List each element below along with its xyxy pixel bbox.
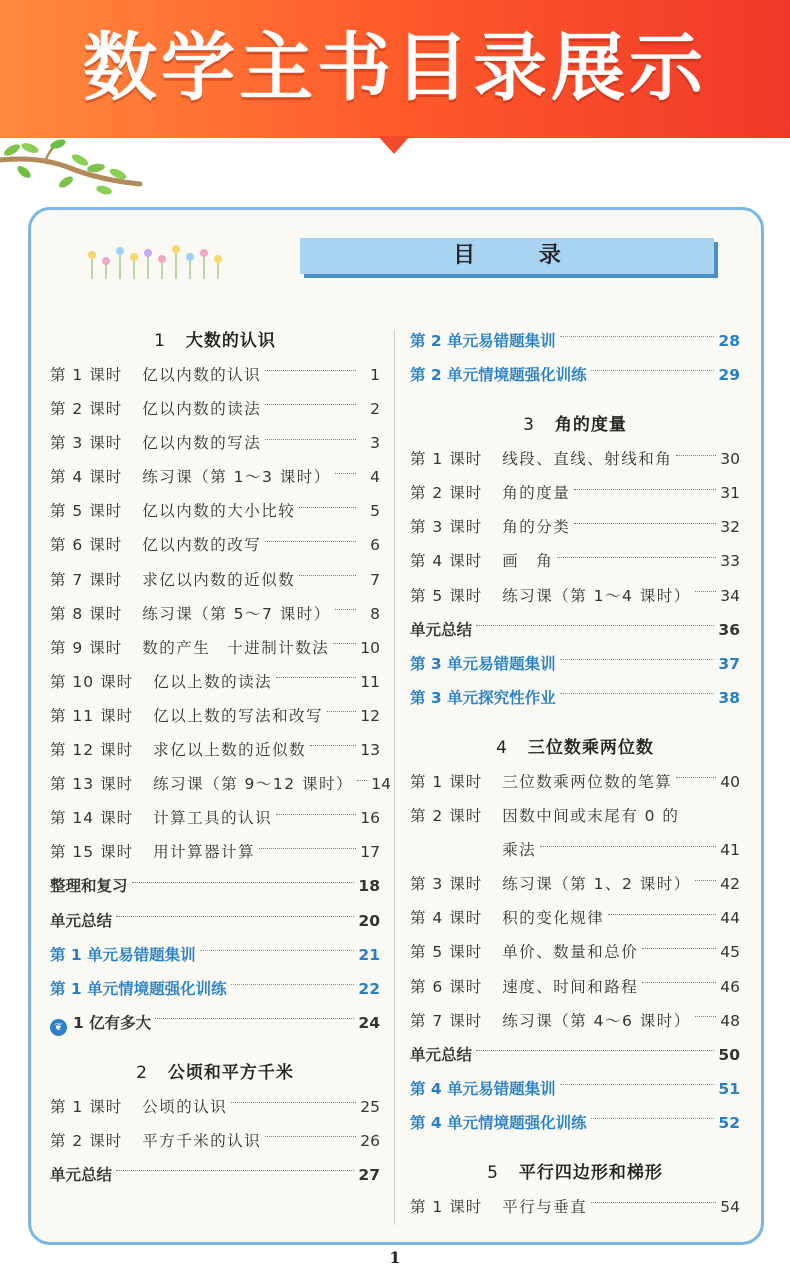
- toc-entry[interactable]: [50, 869, 380, 903]
- page-ref: 20: [358, 911, 380, 930]
- page-ref: 29: [718, 366, 740, 385]
- toc-entry[interactable]: [410, 510, 740, 544]
- dot-leader: [560, 647, 715, 660]
- lesson-topic: 画 角: [502, 552, 554, 571]
- page-ref: 52: [718, 1113, 740, 1132]
- toc-entry[interactable]: [50, 1158, 380, 1192]
- lesson-topic: 数的产生 十进制计数法: [142, 638, 330, 657]
- toc-entry[interactable]: [50, 699, 380, 733]
- column-divider: [394, 330, 395, 1225]
- lesson-number: 第 1 课时: [410, 1197, 483, 1216]
- lesson-number: 第 1 课时: [50, 366, 123, 384]
- lesson-number: 第 5 课时: [410, 943, 483, 962]
- lesson-number: 第 12 课时: [50, 741, 134, 760]
- dot-leader: [276, 801, 356, 814]
- entry-title: 单元总结: [410, 620, 473, 639]
- toc-entry[interactable]: [410, 544, 740, 578]
- toc-entry[interactable]: [50, 563, 380, 597]
- lesson-number: 第 2 课时: [410, 484, 483, 503]
- entry-title: 单元总结: [50, 1166, 113, 1185]
- dot-leader: [310, 733, 356, 746]
- dot-leader: [299, 563, 356, 576]
- toc-entry[interactable]: [410, 833, 740, 867]
- section-spacer: [410, 392, 740, 408]
- toc-entry[interactable]: [50, 460, 380, 494]
- toc-entry[interactable]: [50, 665, 380, 699]
- dot-leader: [116, 904, 354, 917]
- flowers-decoration-icon: [84, 243, 234, 283]
- dot-leader: [231, 1090, 356, 1103]
- unit-title: 公顷和平方千米: [167, 1062, 294, 1083]
- lesson-topic: 角的分类: [502, 518, 571, 537]
- page-ref: 44: [720, 909, 740, 928]
- page-ref: 27: [358, 1166, 380, 1185]
- entry-title: 单元总结: [50, 911, 113, 930]
- entry-title: 第 1 单元情境题强化训练: [50, 979, 227, 998]
- page-ref: 14: [371, 775, 392, 794]
- dot-leader: [642, 935, 716, 948]
- lesson-topic: 亿以内数的写法: [142, 434, 262, 453]
- page-ref: 54: [720, 1197, 740, 1216]
- toc-entry[interactable]: [50, 1090, 380, 1124]
- entry-title: 第 4 单元情境题强化训练: [410, 1113, 587, 1132]
- page-ref: 4: [370, 468, 380, 487]
- lesson-number: 第 15 课时: [50, 843, 134, 862]
- dot-leader: [333, 631, 356, 644]
- page-ref: 16: [360, 809, 380, 828]
- page-ref: 28: [718, 332, 740, 350]
- lesson-number: 第 7 课时: [410, 1011, 483, 1030]
- dot-leader: [695, 1004, 716, 1017]
- page-ref: 38: [718, 688, 740, 707]
- page-ref: 45: [720, 943, 740, 962]
- dot-leader: [560, 681, 715, 694]
- page-ref: 24: [358, 1013, 380, 1032]
- lesson-topic: 求亿以内数的近似数: [142, 570, 296, 589]
- dot-leader: [265, 528, 356, 541]
- branch-decoration-icon: [0, 138, 150, 208]
- dot-leader: [642, 970, 716, 983]
- unit-number: 5: [487, 1162, 499, 1183]
- lesson-number: 第 13 课时: [50, 775, 134, 794]
- page-number: 1: [389, 1248, 401, 1267]
- entry-title: 第 1 单元易错题集训: [50, 945, 196, 964]
- section-spacer: [410, 715, 740, 731]
- section-spacer: [50, 1040, 380, 1056]
- toc-entry[interactable]: [50, 801, 380, 835]
- lesson-topic: 亿以上数的读法: [153, 672, 273, 691]
- dot-leader: [476, 613, 714, 626]
- lesson-topic: 用计算器计算: [153, 843, 256, 862]
- toc-entry[interactable]: [50, 392, 380, 426]
- toc-entry[interactable]: [50, 597, 380, 631]
- lesson-topic: 亿以内数的大小比较: [142, 502, 296, 521]
- lesson-number: 第 2 课时: [50, 400, 123, 419]
- lesson-topic: 练习课（第 4～6 课时）: [502, 1011, 691, 1030]
- toc-entry[interactable]: [410, 681, 740, 715]
- lesson-topic: 三位数乘两位数的笔算: [502, 772, 673, 791]
- lesson-topic: 因数中间或末尾有 0 的: [502, 807, 680, 826]
- lesson-number: 第 4 课时: [50, 468, 123, 487]
- page-ref: 48: [720, 1011, 740, 1030]
- page-ref: 5: [370, 502, 380, 521]
- dot-leader: [357, 767, 367, 780]
- lesson-topic: 平行与垂直: [502, 1197, 588, 1216]
- dot-leader: [676, 765, 716, 778]
- toc-entry[interactable]: [410, 647, 740, 681]
- lesson-number: 第 4 课时: [410, 552, 483, 571]
- page-ref: 6: [370, 536, 380, 555]
- dot-leader: [335, 597, 356, 610]
- toc-entry[interactable]: [50, 767, 392, 801]
- section-spacer: [410, 1140, 740, 1156]
- lesson-topic: 亿以上数的写法和改写: [153, 706, 324, 725]
- page-ref: 36: [718, 620, 740, 639]
- page-ref: 22: [358, 979, 380, 998]
- dot-leader: [259, 835, 356, 848]
- lesson-topic: 单价、数量和总价: [502, 943, 639, 962]
- toc-entry[interactable]: [410, 799, 740, 833]
- lesson-topic: 亿以内数的认识: [142, 366, 262, 384]
- lesson-topic: 求亿以上数的近似数: [153, 741, 307, 760]
- lesson-topic: 平方千米的认识: [142, 1131, 262, 1150]
- dot-leader: [116, 1158, 354, 1171]
- page-ref: 51: [718, 1079, 740, 1098]
- toc-entry[interactable]: [410, 1038, 740, 1072]
- page-ref: 40: [720, 772, 740, 791]
- lesson-number: 第 5 课时: [50, 502, 123, 521]
- unit-title: 角的度量: [554, 415, 627, 436]
- lesson-topic: 练习课（第 1、2 课时）: [502, 875, 691, 894]
- page-ref: 13: [360, 741, 380, 760]
- dot-leader: [265, 358, 356, 371]
- entry-title: 第 2 单元易错题集训: [410, 332, 556, 350]
- lesson-topic: 亿以内数的改写: [142, 536, 262, 555]
- leaf-badge-icon: ❦: [50, 1019, 67, 1036]
- entry-title: 第 2 单元情境题强化训练: [410, 366, 587, 385]
- page-ref: 21: [358, 945, 380, 964]
- dot-leader: [560, 324, 715, 337]
- dot-leader: [560, 1072, 715, 1085]
- entry-title: 第 4 单元易错题集训: [410, 1079, 556, 1098]
- toc-entry[interactable]: [410, 1004, 740, 1038]
- toc-entry[interactable]: [50, 631, 380, 665]
- toc-entry[interactable]: [50, 358, 380, 392]
- page-ref: 30: [720, 450, 740, 469]
- toc-entry[interactable]: [410, 1190, 740, 1224]
- dot-leader: [335, 460, 356, 473]
- toc-entry[interactable]: [50, 938, 380, 972]
- dot-leader: [574, 510, 716, 523]
- page-ref: 50: [718, 1045, 740, 1064]
- unit-heading: [410, 731, 740, 765]
- entry-title: 整理和复习: [50, 877, 128, 896]
- toc-entry[interactable]: [50, 1006, 380, 1040]
- page-ref: 32: [720, 518, 740, 537]
- lesson-topic: 速度、时间和路程: [502, 977, 639, 996]
- toc-entry[interactable]: [50, 733, 380, 767]
- page-ref: 41: [720, 841, 740, 860]
- lesson-number: 第 3 课时: [50, 434, 123, 453]
- page-ref: 10: [360, 638, 380, 657]
- toc-entry[interactable]: [410, 1106, 740, 1140]
- toc-entry[interactable]: [410, 442, 740, 476]
- toc-entry[interactable]: [410, 476, 740, 510]
- lesson-number: 第 6 课时: [410, 977, 483, 996]
- page-ref: 42: [720, 875, 740, 894]
- lesson-topic: 积的变化规律: [502, 909, 605, 928]
- page-ref: 17: [360, 843, 380, 862]
- page-ref: 7: [370, 570, 380, 589]
- page-ref: 11: [360, 672, 380, 691]
- unit-heading: [50, 324, 380, 358]
- unit-number: 2: [136, 1062, 148, 1083]
- page-ref: 31: [720, 484, 740, 503]
- lesson-topic: 练习课（第 1～4 课时）: [502, 586, 691, 605]
- lesson-topic: 亿以内数的读法: [142, 400, 262, 419]
- toc-entry[interactable]: [410, 765, 740, 799]
- dot-leader: [695, 579, 716, 592]
- toc-entry[interactable]: [410, 901, 740, 935]
- lesson-number: 第 3 课时: [410, 875, 483, 894]
- lesson-number: 第 2 课时: [50, 1131, 123, 1150]
- toc-entry[interactable]: [50, 528, 380, 562]
- toc-entry[interactable]: [410, 613, 740, 647]
- page-ref: 8: [370, 604, 380, 623]
- lesson-number: 第 7 课时: [50, 570, 123, 589]
- page-ref: 33: [720, 552, 740, 571]
- unit-title: 平行四边形和梯形: [518, 1162, 663, 1183]
- dot-leader: [265, 392, 356, 405]
- dot-leader: [265, 426, 356, 439]
- lesson-topic: 计算工具的认识: [153, 809, 273, 828]
- entry-title: 单元总结: [410, 1045, 473, 1064]
- unit-title: 三位数乘两位数: [527, 737, 654, 758]
- lesson-number: 第 6 课时: [50, 536, 123, 555]
- dot-leader: [265, 1124, 356, 1137]
- dot-leader: [557, 544, 716, 557]
- lesson-number: 第 14 课时: [50, 809, 134, 828]
- page-ref: 1: [370, 366, 380, 384]
- dot-leader: [676, 442, 716, 455]
- toc-entry[interactable]: [50, 904, 380, 938]
- banner-pointer: [378, 136, 410, 154]
- dot-leader: [327, 699, 356, 712]
- lesson-number: 第 8 课时: [50, 604, 123, 623]
- page-ref: 25: [360, 1097, 380, 1116]
- lesson-topic: 线段、直线、射线和角: [502, 450, 673, 469]
- toc-entry[interactable]: [410, 579, 740, 613]
- lesson-number: 第 4 课时: [410, 909, 483, 928]
- entry-title: 第 3 单元探究性作业: [410, 688, 556, 707]
- banner-title: 数学主书目录展示: [83, 25, 707, 111]
- dot-leader: [591, 358, 715, 371]
- dot-leader: [200, 938, 355, 951]
- lesson-number: 第 1 课时: [50, 1097, 123, 1116]
- dot-leader: [476, 1038, 714, 1051]
- dot-leader: [276, 665, 356, 678]
- toc-entry[interactable]: [50, 426, 380, 460]
- unit-number: 1: [154, 331, 166, 351]
- lesson-topic: 角的度量: [502, 484, 571, 503]
- entry-title: 第 3 单元易错题集训: [410, 654, 556, 673]
- toc-right-column: [410, 324, 740, 1224]
- dot-leader: [591, 1190, 716, 1203]
- dot-leader: [608, 901, 716, 914]
- lesson-topic: 练习课（第 1～3 课时）: [142, 468, 331, 487]
- unit-number: 4: [496, 737, 508, 758]
- page-ref: 46: [720, 977, 740, 996]
- page-ref: 3: [370, 434, 380, 453]
- toc-entry[interactable]: [410, 1072, 740, 1106]
- toc-entry[interactable]: [410, 324, 740, 358]
- dot-leader: [231, 972, 355, 985]
- dot-leader: [299, 494, 356, 507]
- toc-entry[interactable]: [50, 835, 380, 869]
- toc-entry[interactable]: [410, 867, 740, 901]
- toc-entry[interactable]: [50, 1124, 380, 1158]
- toc-heading: 目 录: [300, 238, 714, 274]
- page-ref: 34: [720, 586, 740, 605]
- lesson-number: 第 1 课时: [410, 772, 483, 791]
- unit-heading: [410, 408, 740, 442]
- unit-heading: [410, 1156, 740, 1190]
- entry-title: 1 亿有多大: [73, 1013, 152, 1032]
- unit-number: 3: [523, 415, 535, 436]
- header-banner: [0, 0, 790, 138]
- page-ref: 37: [718, 654, 740, 673]
- page-ref: 26: [360, 1131, 380, 1150]
- lesson-topic: 练习课（第 5～7 课时）: [142, 604, 331, 623]
- dot-leader: [155, 1006, 354, 1019]
- dot-leader: [695, 867, 716, 880]
- unit-heading: [50, 1056, 380, 1090]
- toc-left-column: [50, 324, 392, 1192]
- lesson-number: 第 5 课时: [410, 586, 483, 605]
- page-ref: 12: [360, 706, 380, 725]
- unit-title: 大数的认识: [185, 331, 276, 351]
- toc-entry[interactable]: [410, 935, 740, 969]
- toc-entry[interactable]: [50, 494, 380, 528]
- dot-leader: [591, 1106, 715, 1119]
- lesson-topic: 练习课（第 9～12 课时）: [153, 775, 354, 794]
- lesson-topic: 乘法: [502, 841, 537, 860]
- lesson-number: 第 9 课时: [50, 638, 123, 657]
- page-ref: 18: [358, 877, 380, 896]
- lesson-number: 第 3 课时: [410, 518, 483, 537]
- toc-entry[interactable]: [50, 972, 380, 1006]
- dot-leader: [574, 476, 716, 489]
- lesson-number: 第 2 课时: [410, 807, 483, 826]
- lesson-number: 第 1 课时: [410, 450, 483, 469]
- lesson-topic: 公顷的认识: [142, 1097, 228, 1116]
- lesson-number: 第 11 课时: [50, 706, 134, 725]
- toc-entry[interactable]: [410, 358, 740, 392]
- dot-leader: [132, 869, 355, 882]
- dot-leader: [540, 833, 716, 846]
- lesson-number: 第 10 课时: [50, 672, 134, 691]
- page-ref: 2: [370, 400, 380, 419]
- toc-entry[interactable]: [410, 970, 740, 1004]
